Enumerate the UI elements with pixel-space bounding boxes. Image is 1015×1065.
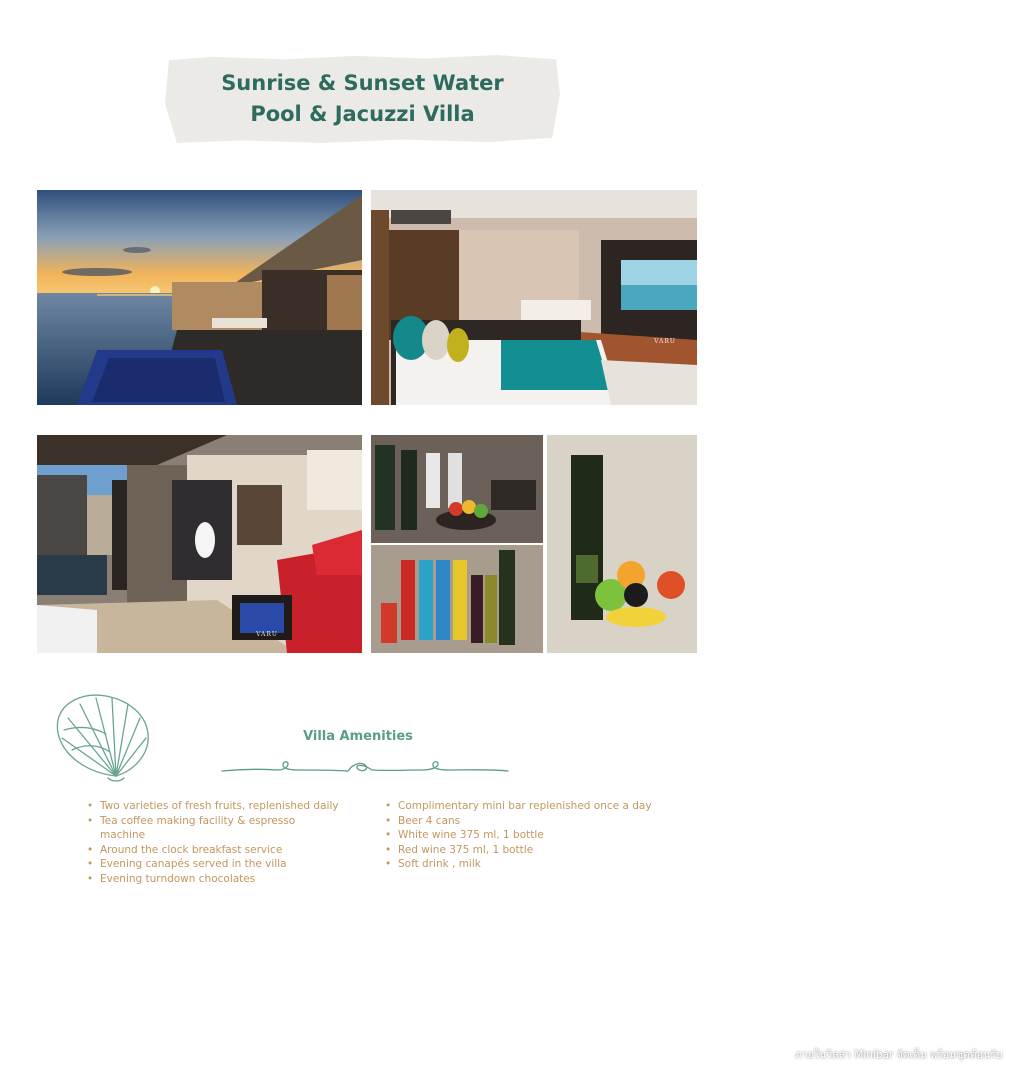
list-item: • White wine 375 ml, 1 bottle (385, 828, 665, 843)
list-item: • Tea coffee making facility & espresso machine (87, 814, 342, 843)
amenities-heading: Villa Amenities (303, 729, 413, 744)
list-item: • Beer 4 cans (385, 814, 665, 829)
photo-sunset-pool-deck (37, 190, 362, 405)
list-item: • Red wine 375 ml, 1 bottle (385, 843, 665, 858)
title-line-2: Pool & Jacuzzi Villa (250, 102, 475, 126)
list-item: • Two varieties of fresh fruits, replenished daily (87, 799, 342, 814)
title-line-1: Sunrise & Sunset Water (221, 71, 504, 95)
photo-3-watermark: VARU (256, 631, 278, 638)
photo-villa-bedroom (371, 190, 697, 405)
shell-illustration (48, 690, 158, 789)
amenities-list-right (385, 799, 665, 872)
amenities-list-left (87, 799, 342, 887)
list-item: • Around the clock breakfast service (87, 843, 342, 858)
photo-villa-living-area (37, 435, 362, 653)
list-item: • Evening turndown chocolates (87, 872, 342, 887)
decorative-divider (222, 757, 508, 783)
page-title (165, 68, 560, 130)
minibar-caption: ภายในวิลล่า Minibar จัดเต็ม พร้อมชุดต้อนรับ (795, 1049, 1003, 1061)
list-item: • Soft drink , milk (385, 857, 665, 872)
photo-2-watermark: VARU (654, 338, 676, 345)
list-item: • Complimentary mini bar replenished once a day (385, 799, 665, 814)
list-item: • Evening canapés served in the villa (87, 857, 342, 872)
